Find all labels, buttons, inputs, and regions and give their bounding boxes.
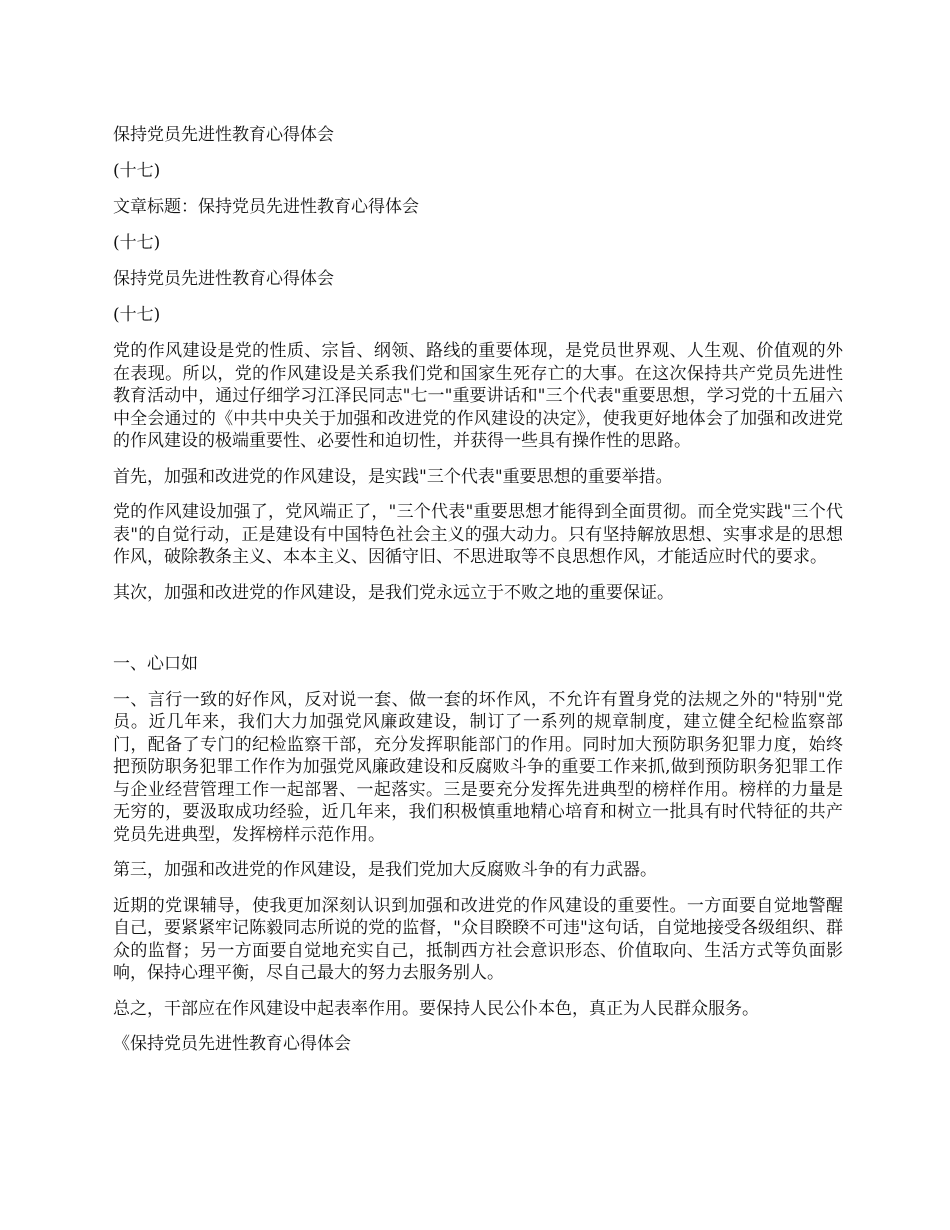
document-title-2: 保持党员先进性教育心得体会 bbox=[113, 269, 334, 289]
paragraph-conclusion: 总之，干部应在作风建设中起表率作用。要保持人民公仆本色，真正为人民群众服务。 bbox=[113, 998, 759, 1019]
paragraph-third-detail: 近期的党课辅导，使我更加深刻认识到加强和改进党的作风建设的重要性。一方面要自觉地警醒自己，要紧紧牢记陈毅同志所说的党的监督，"众目睽睽不可违"这句话，自觉地接受各级组织、群众的监督；另一方面要自觉地充实自己，抵制西方社会意识形态、价值取向、生活方式等负面影响，保持心理平衡，尽自己最大的努力去服务别人。 bbox=[113, 895, 843, 983]
document-number: (十七) bbox=[113, 161, 161, 181]
document-number-3: (十七) bbox=[113, 305, 161, 325]
paragraph-third-point: 第三，加强和改进党的作风建设，是我们党加大反腐败斗争的有力武器。 bbox=[113, 860, 657, 880]
document-title: 保持党员先进性教育心得体会 bbox=[113, 125, 334, 145]
blank-gap bbox=[113, 617, 843, 653]
document-number-2: (十七) bbox=[113, 233, 161, 253]
paragraph-second-point: 其次，加强和改进党的作风建设，是我们党永远立于不败之地的重要保证。 bbox=[113, 582, 674, 603]
paragraph-closing-title: 《保持党员先进性教育心得体会 bbox=[113, 1034, 351, 1054]
article-title-line: 文章标题：保持党员先进性教育心得体会 bbox=[113, 197, 419, 217]
paragraph-first-detail: 党的作风建设加强了，党风端正了，"三个代表"重要思想才能得到全面贯彻。而全党实践"三个代表"的自觉行动，正是建设有中国特色社会主义的强大动力。只有坚持解放思想、实事求是的思想作风，破除教条主义、本本主义、因循守旧、不思进取等不良思想作风，才能适应时代的要求。 bbox=[113, 502, 843, 567]
paragraph-section-heading: 一、心口如 bbox=[113, 654, 198, 674]
paragraph-first-point: 首先，加强和改进党的作风建设，是实践"三个代表"重要思想的重要举措。 bbox=[113, 466, 673, 487]
paragraph-intro: 党的作风建设是党的性质、宗旨、纲领、路线的重要体现，是党员世界观、人生观、价值观的外在表现。所以，党的作风建设是关系我们党和国家生死存亡的大事。在这次保持共产党员先进性教育活动中，通过仔细学习江泽民同志"七一"重要讲话和"三个代表"重要思想，学习党的十五届六中全会通过的《中共中央关于加强和改进党的作风建设的决定》，使我更好地体会了加强和改进党的作风建设的极端重要性、必要性和迫切性，并获得一些具有操作性的思路。 bbox=[113, 341, 843, 451]
document-page bbox=[113, 124, 843, 1069]
paragraph-second-detail: 一、言行一致的好作风，反对说一套、做一套的坏作风，不允许有置身党的法规之外的"特别"党员。近几年来，我们大力加强党风廉政建设，制订了一系列的规章制度，建立健全纪检监察部门，配备了专门的纪检监察干部，充分发挥职能部门的作用。同时加大预防职务犯罪力度，始终把预防职务犯罪工作作为加强党风廉政建设和反腐败斗争的重要工作来抓,做到预防职务犯罪工作与企业经营管理工作一起部署、一起落实。三是要充分发挥先进典型的榜样作用。榜样的力量是无穷的，要汲取成功经验，近几年来，我们积极慎重地精心培育和树立一批具有时代特征的共产党员先进典型，发挥榜样示范作用。 bbox=[113, 689, 843, 845]
